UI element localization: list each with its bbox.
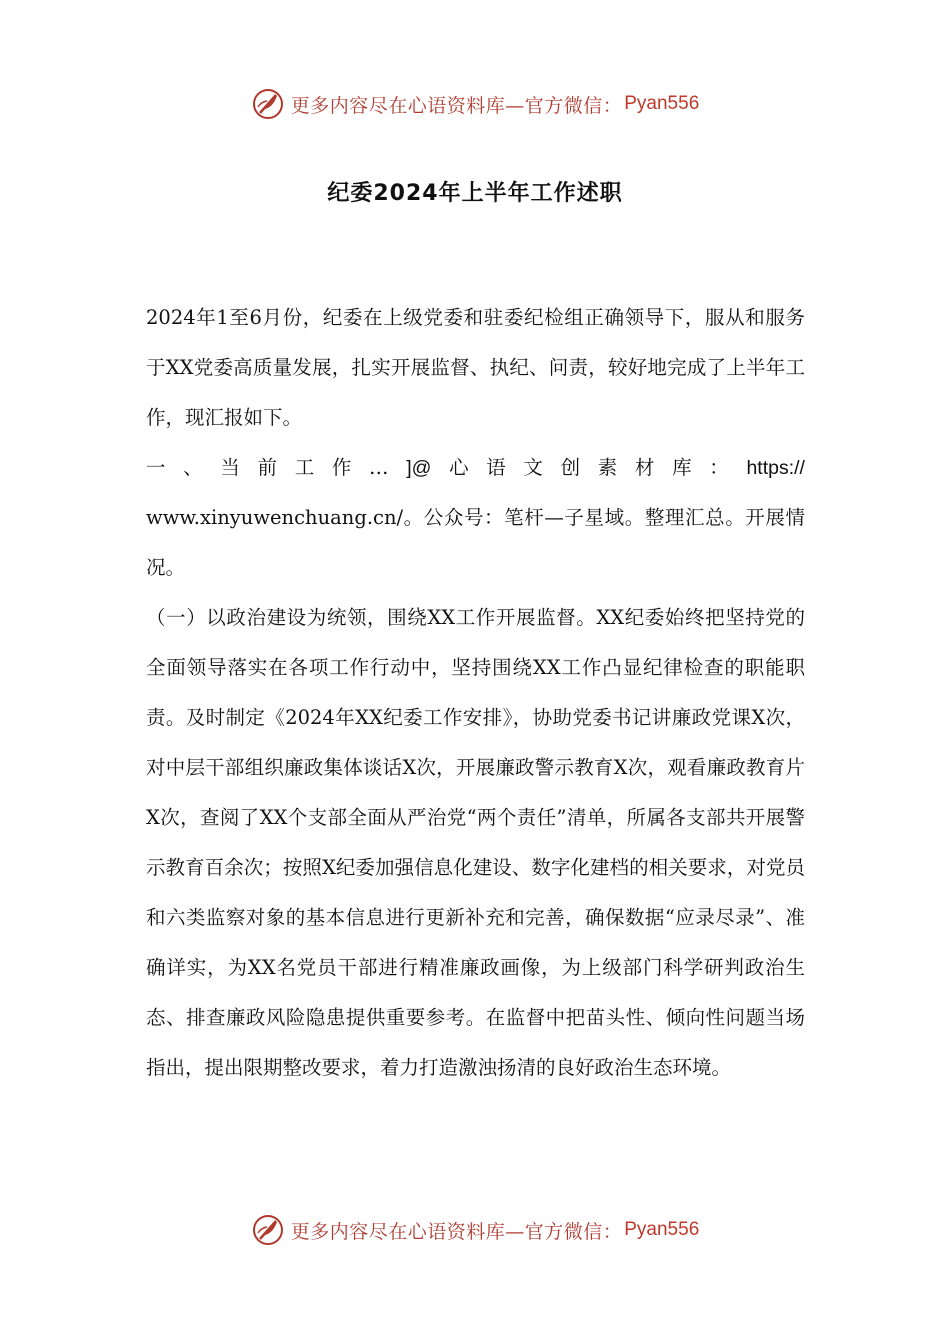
watermark-text: 更多内容尽在心语资料库—官方微信： — [290, 94, 623, 117]
watermark-wechat-id: Pyan556 — [624, 93, 700, 114]
intro-paragraph: 2024年1至6月份，纪委在上级党委和驻委纪检组正确领导下，服从和服务于XX党委高质量发展，扎实开展监督、执纪、问责，较好地完成了上半年工作，现汇报如下。 — [146, 306, 805, 429]
heading-char: 创 — [560, 456, 581, 479]
heading-continuation: www.xinyuwenchuang.cn/。公众号：笔杆—子星域。整理汇总。开展情况。 — [146, 506, 805, 579]
heading-char: 工 — [294, 456, 315, 479]
heading-char: 作 — [331, 456, 352, 479]
heading-line — [146, 443, 805, 493]
footer-watermark — [0, 1210, 950, 1250]
heading-url-part: https:// — [746, 457, 805, 479]
heading-char: 、 — [183, 456, 203, 479]
watermark-text: 更多内容尽在心语资料库—官方微信： — [290, 1220, 623, 1243]
heading-char: 文 — [523, 456, 543, 479]
heading-char: 当 — [220, 456, 240, 479]
header-watermark — [0, 84, 950, 124]
heading-char: 库 — [672, 456, 692, 479]
document-body — [146, 293, 805, 1093]
heading-char: ]@ — [406, 457, 432, 479]
quill-logo-icon — [251, 1213, 285, 1247]
document-title: 纪委2024年上半年工作述职 — [327, 181, 623, 206]
heading-char: 材 — [634, 456, 655, 479]
heading-char: ： — [709, 456, 729, 479]
watermark-wechat-id: Pyan556 — [624, 1219, 700, 1240]
heading-char: 素 — [597, 456, 618, 479]
quill-logo-icon — [251, 87, 285, 121]
heading-char: 一 — [146, 456, 166, 479]
heading-char: 语 — [486, 456, 506, 479]
heading-char: … — [369, 456, 389, 479]
section-1-paragraph: （一）以政治建设为统领，围绕XX工作开展监督。XX纪委始终把坚持党的全面领导落实在各项工作行动中，坚持围绕XX工作凸显纪律检查的职能职责。及时制定《2024年XX纪委工作安排》，协助党委书记讲廉政党课X次，对中层干部组织廉政集体谈话X次，开展廉政警示教育X次，观看廉政教育片X次，查阅了XX个支部全面从严治党“两个责任”清单，所属各支部共开展警示教育百余次；按照X纪委加强信息化建设、数字化建档的相关要求，对党员和六类监察对象的基本信息进行更新补充和完善，确保数据“应录尽录”、准确详实，为XX名党员干部进行精准廉政画像，为上级部门科学研判政治生态、排查廉政风险隐患提供重要参考。在监督中把苗头性、倾向性问题当场指出，提出限期整改要求，着力打造激浊扬清的良好政治生态环境。 — [146, 606, 805, 1079]
heading-char: 前 — [257, 456, 278, 479]
heading-char: 心 — [449, 456, 469, 479]
